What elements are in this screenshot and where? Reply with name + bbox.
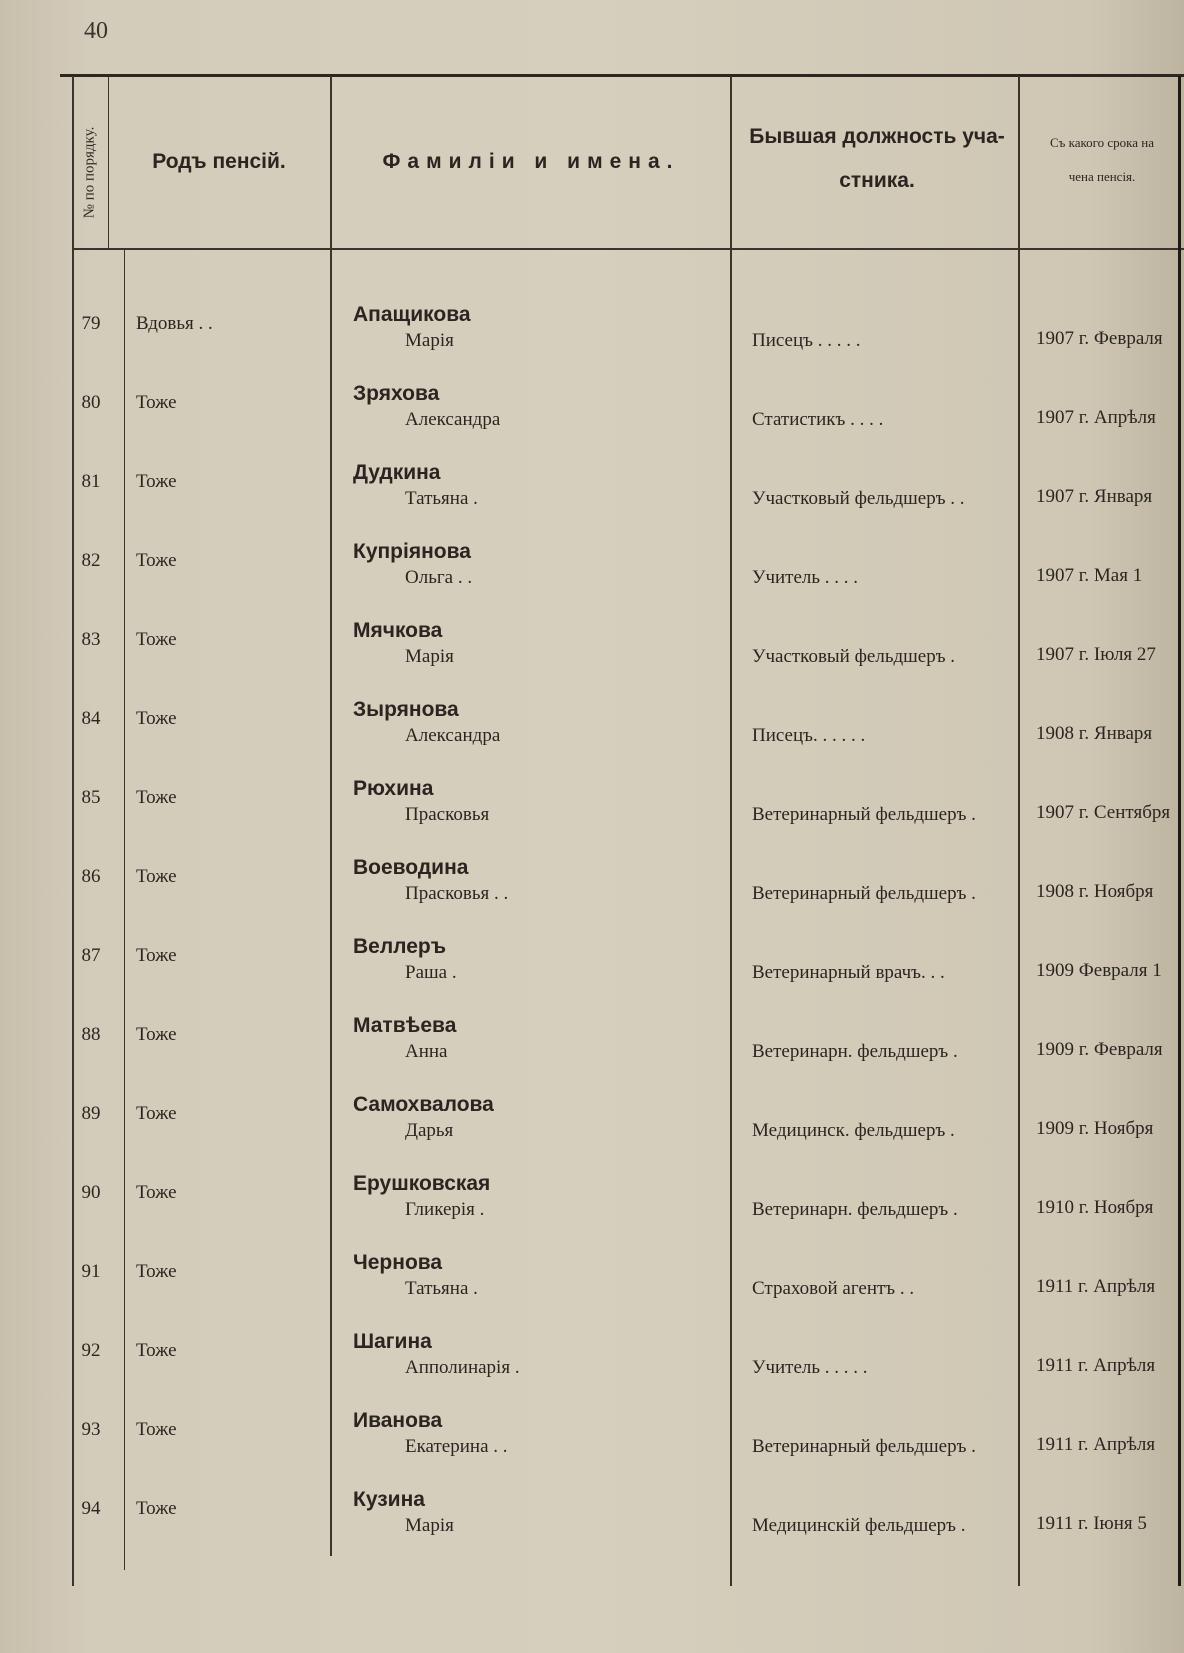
surname: Купріянова <box>353 540 471 563</box>
pension-start-date: 1910 г. Ноября <box>1036 1197 1154 1218</box>
pension-start-date: 1911 г. Іюня 5 <box>1036 1513 1147 1534</box>
surname: Апащикова <box>353 303 471 326</box>
given-name: Прасковья <box>405 804 490 825</box>
row-number: 83 <box>81 629 101 650</box>
table-row <box>0 1490 1184 1569</box>
given-name: Апполинарія . <box>405 1357 520 1378</box>
header-date: Съ какого срока на чена пенсія. <box>1049 135 1155 184</box>
former-position: Страховой агентъ . . <box>752 1278 915 1299</box>
surname: Иванова <box>353 1409 443 1432</box>
former-position: Писецъ . . . . . <box>752 330 861 351</box>
given-name: Раша . <box>405 962 457 983</box>
given-name: Александра <box>405 409 501 430</box>
surname: Шагина <box>353 1330 432 1353</box>
former-position: Ветеринарный фельдшеръ . <box>752 1436 976 1457</box>
former-position: Медицинск. фельдшеръ . <box>752 1120 955 1141</box>
table-row <box>0 1332 1184 1411</box>
pension-type: Тоже <box>136 1182 177 1203</box>
table-row <box>0 1016 1184 1095</box>
row-number: 81 <box>81 471 101 492</box>
surname: Зряхова <box>353 382 440 405</box>
row-number: 93 <box>81 1419 101 1440</box>
table-row <box>0 937 1184 1016</box>
pension-start-date: 1908 г. Ноября <box>1036 881 1154 902</box>
pension-type: Тоже <box>136 1261 177 1282</box>
pension-type: Вдовья . . <box>136 313 213 334</box>
table-row <box>0 542 1184 621</box>
pension-start-date: 1907 г. Января <box>1036 486 1153 507</box>
table-row <box>0 779 1184 858</box>
former-position: Медицинскій фельдшеръ . <box>752 1515 966 1536</box>
surname: Рюхина <box>353 777 434 800</box>
surname: Матвѣева <box>353 1014 457 1037</box>
given-name: Дарья <box>405 1120 454 1141</box>
table-row <box>0 621 1184 700</box>
pension-type: Тоже <box>136 1419 177 1440</box>
header-number: № по порядку. <box>81 126 98 219</box>
surname: Воеводина <box>353 856 469 879</box>
pension-type: Тоже <box>136 629 177 650</box>
pension-start-date: 1911 г. Апрѣля <box>1036 1355 1156 1376</box>
pension-start-date: 1911 г. Апрѣля <box>1036 1276 1156 1297</box>
surname: Чернова <box>353 1251 443 1274</box>
given-name: Марія <box>405 1515 454 1536</box>
given-name: Александра <box>405 725 501 746</box>
surname: Дудкина <box>353 461 441 484</box>
former-position: Статистикъ . . . . <box>752 409 884 430</box>
former-position: Ветеринарный фельдшеръ . <box>752 804 976 825</box>
row-number: 92 <box>81 1340 101 1361</box>
pension-start-date: 1909 г. Февраля <box>1036 1039 1163 1060</box>
pension-type: Тоже <box>136 550 177 571</box>
header-names: Фамиліи и имена. <box>382 150 680 173</box>
pension-type: Тоже <box>136 945 177 966</box>
surname: Ерушковская <box>353 1172 491 1195</box>
pension-start-date: 1911 г. Апрѣля <box>1036 1434 1156 1455</box>
table-row <box>0 858 1184 937</box>
former-position: Ветеринарн. фельдшеръ . <box>752 1041 958 1062</box>
table-row <box>0 1411 1184 1490</box>
surname: Самохвалова <box>353 1093 494 1116</box>
former-position: Участковый фельдшеръ . . <box>752 488 965 509</box>
surname: Веллеръ <box>353 935 447 958</box>
table-row <box>0 1095 1184 1174</box>
former-position: Писецъ. . . . . . <box>752 725 866 746</box>
given-name: Прасковья . . <box>405 883 509 904</box>
pension-start-date: 1907 г. Сентября <box>1036 802 1171 823</box>
former-position: Ветеринарный фельдшеръ . <box>752 883 976 904</box>
pension-type: Тоже <box>136 787 177 808</box>
header-position: Бывшая должность уча- стника. <box>749 125 1005 192</box>
given-name: Ольга . . <box>405 567 473 588</box>
pension-start-date: 1907 г. Апрѣля <box>1036 407 1156 428</box>
pension-start-date: 1908 г. Января <box>1036 723 1153 744</box>
pension-type: Тоже <box>136 392 177 413</box>
given-name: Екатерина . . <box>405 1436 508 1457</box>
given-name: Анна <box>405 1041 448 1062</box>
surname: Зырянова <box>353 698 459 721</box>
pension-start-date: 1907 г. Іюля 27 <box>1036 644 1156 665</box>
pension-type: Тоже <box>136 1024 177 1045</box>
former-position: Участковый фельдшеръ . <box>752 646 956 667</box>
given-name: Марія <box>405 646 454 667</box>
pension-type: Тоже <box>136 708 177 729</box>
row-number: 84 <box>81 708 101 729</box>
pension-type: Тоже <box>136 1498 177 1519</box>
row-number: 80 <box>81 392 101 413</box>
row-number: 94 <box>81 1498 101 1519</box>
former-position: Учитель . . . . . <box>752 1357 868 1378</box>
row-number: 90 <box>81 1182 101 1203</box>
pension-start-date: 1909 г. Ноября <box>1036 1118 1154 1139</box>
pension-start-date: 1909 Февраля 1 <box>1036 960 1162 981</box>
row-number: 85 <box>81 787 101 808</box>
given-name: Марія <box>405 330 454 351</box>
row-number: 88 <box>81 1024 101 1045</box>
surname: Кузина <box>353 1488 425 1511</box>
header-pension-type: Родъ пенсій. <box>152 150 286 173</box>
pension-start-date: 1907 г. Мая 1 <box>1036 565 1143 586</box>
surname: Мячкова <box>353 619 443 642</box>
row-number: 87 <box>81 945 101 966</box>
given-name: Гликерія . <box>405 1199 485 1220</box>
pension-type: Тоже <box>136 866 177 887</box>
given-name: Татьяна . <box>405 1278 478 1299</box>
table-row <box>0 463 1184 542</box>
page-number: 40 <box>84 18 108 44</box>
row-number: 82 <box>81 550 101 571</box>
pension-type: Тоже <box>136 1103 177 1124</box>
row-number: 89 <box>81 1103 101 1124</box>
table-row <box>0 384 1184 463</box>
pension-type: Тоже <box>136 471 177 492</box>
former-position: Учитель . . . . <box>752 567 859 588</box>
pension-type: Тоже <box>136 1340 177 1361</box>
table-row <box>0 700 1184 779</box>
former-position: Ветеринарн. фельдшеръ . <box>752 1199 958 1220</box>
row-number: 91 <box>81 1261 101 1282</box>
pension-start-date: 1907 г. Февраля <box>1036 328 1163 349</box>
table-row <box>0 1174 1184 1253</box>
row-number: 79 <box>81 313 101 334</box>
former-position: Ветеринарный врачъ. . . <box>752 962 945 983</box>
table-row <box>0 305 1184 384</box>
row-number: 86 <box>81 866 101 887</box>
given-name: Татьяна . <box>405 488 478 509</box>
table-row <box>0 1253 1184 1332</box>
